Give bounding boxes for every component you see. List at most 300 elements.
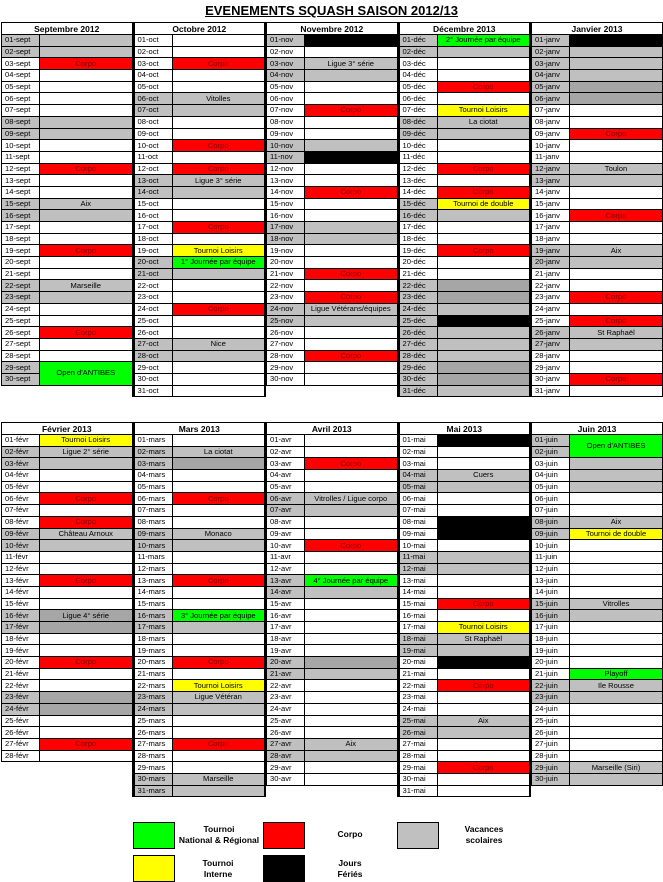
event-cell	[570, 338, 663, 350]
table-row	[2, 163, 663, 175]
day-cell: 31-oct	[134, 385, 172, 397]
table-row	[2, 692, 663, 704]
event-cell: Corpo	[172, 493, 265, 505]
day-cell: 16-mars	[134, 610, 172, 622]
table-row	[2, 446, 663, 458]
day-cell: 08-janv	[532, 116, 570, 128]
event-cell	[172, 563, 265, 575]
event-cell: Ligue 4° série	[40, 610, 133, 622]
day-cell: 18-févr	[2, 633, 40, 645]
event-cell: Ligue 2° série	[40, 446, 133, 458]
day-cell: 30-déc	[399, 373, 437, 385]
event-cell	[305, 715, 398, 727]
event-cell	[570, 175, 663, 187]
event-cell: Tournoi Loisirs	[172, 680, 265, 692]
day-cell: 13-déc	[399, 175, 437, 187]
day-cell: 24-mai	[399, 703, 437, 715]
day-cell: 14-sept	[2, 186, 40, 198]
event-cell	[172, 362, 265, 374]
day-cell: 15-déc	[399, 198, 437, 210]
day-cell: 26-févr	[2, 727, 40, 739]
event-cell	[437, 540, 530, 552]
day-cell: 19-juin	[532, 645, 570, 657]
event-cell: Corpo	[437, 81, 530, 93]
event-cell: Aix	[305, 738, 398, 750]
event-cell	[570, 540, 663, 552]
day-cell: 20-sept	[2, 257, 40, 269]
event-cell	[172, 116, 265, 128]
event-cell	[570, 385, 663, 397]
day-cell: 31-mars	[134, 785, 172, 797]
day-cell: 25-janv	[532, 315, 570, 327]
day-cell: 27-nov	[267, 338, 305, 350]
day-cell: 07-févr	[2, 505, 40, 517]
day-cell: 04-mars	[134, 470, 172, 482]
day-cell: 08-mai	[399, 516, 437, 528]
legend-swatch-jours-feries	[263, 855, 305, 882]
day-cell: 11-avr	[267, 551, 305, 563]
event-cell	[172, 268, 265, 280]
day-cell: 27-déc	[399, 338, 437, 350]
event-cell: Corpo	[437, 186, 530, 198]
table-row	[2, 128, 663, 140]
month-header: Janvier 2013	[532, 23, 663, 35]
day-cell: 18-oct	[134, 233, 172, 245]
day-cell: 18-avr	[267, 633, 305, 645]
table-row	[2, 186, 663, 198]
table-row	[2, 551, 663, 563]
day-cell: 19-mars	[134, 645, 172, 657]
day-cell: 21-janv	[532, 268, 570, 280]
day-cell: 21-mars	[134, 668, 172, 680]
day-cell: 22-avr	[267, 680, 305, 692]
table-row	[2, 93, 663, 105]
table-row	[2, 645, 663, 657]
day-cell: 02-janv	[532, 46, 570, 58]
event-cell	[437, 668, 530, 680]
event-cell	[40, 622, 133, 634]
day-cell: 13-avr	[267, 575, 305, 587]
day-cell: 05-oct	[134, 81, 172, 93]
event-cell: Tournoi de double	[437, 198, 530, 210]
day-cell: 17-avr	[267, 622, 305, 634]
day-cell: 04-oct	[134, 70, 172, 82]
day-cell: 20-oct	[134, 257, 172, 269]
day-cell: 12-sept	[2, 163, 40, 175]
event-cell	[172, 350, 265, 362]
event-cell	[305, 280, 398, 292]
event-cell	[570, 303, 663, 315]
legend	[0, 818, 663, 882]
table-row	[2, 140, 663, 152]
day-cell: 20-déc	[399, 257, 437, 269]
table-row	[2, 773, 663, 785]
day-cell: 22-mai	[399, 680, 437, 692]
day-cell: 25-févr	[2, 715, 40, 727]
day-cell: 11-nov	[267, 151, 305, 163]
day-cell: 06-déc	[399, 93, 437, 105]
day-cell: 28-mars	[134, 750, 172, 762]
day-cell: 03-oct	[134, 58, 172, 70]
event-cell	[305, 245, 398, 257]
event-cell: Corpo	[172, 303, 265, 315]
event-cell	[305, 257, 398, 269]
event-cell: Corpo	[40, 493, 133, 505]
event-cell	[570, 186, 663, 198]
event-cell: 1° Journée par équipe	[172, 257, 265, 269]
event-cell: Corpo	[570, 210, 663, 222]
event-cell	[437, 385, 530, 397]
event-cell: Marseille	[40, 280, 133, 292]
day-cell: 05-mars	[134, 481, 172, 493]
day-cell: 03-févr	[2, 458, 40, 470]
event-cell	[570, 586, 663, 598]
day-cell: 27-févr	[2, 738, 40, 750]
table-row	[2, 151, 663, 163]
day-cell: 17-sept	[2, 222, 40, 234]
month-header: Octobre 2012	[134, 23, 265, 35]
event-cell	[40, 105, 133, 117]
event-cell: Tournoi Loisirs	[437, 622, 530, 634]
day-cell: 10-janv	[532, 140, 570, 152]
day-cell: 24-juin	[532, 703, 570, 715]
event-cell	[437, 292, 530, 304]
day-cell: 04-janv	[532, 70, 570, 82]
day-cell: 21-juin	[532, 668, 570, 680]
event-cell: Corpo	[40, 657, 133, 669]
event-cell	[305, 633, 398, 645]
table-row	[2, 338, 663, 350]
table-row	[2, 46, 663, 58]
day-cell: 27-avr	[267, 738, 305, 750]
day-cell: 24-sept	[2, 303, 40, 315]
day-cell: 23-avr	[267, 692, 305, 704]
event-cell	[40, 668, 133, 680]
day-cell: 07-sept	[2, 105, 40, 117]
event-cell	[570, 198, 663, 210]
table-row	[2, 292, 663, 304]
event-cell	[40, 750, 133, 762]
day-cell: 10-mars	[134, 540, 172, 552]
event-cell	[570, 551, 663, 563]
event-cell	[437, 303, 530, 315]
day-cell: 10-nov	[267, 140, 305, 152]
day-cell: 31-mai	[399, 785, 437, 797]
table-row	[2, 362, 663, 374]
event-cell	[437, 268, 530, 280]
day-cell: 25-avr	[267, 715, 305, 727]
event-cell	[40, 151, 133, 163]
day-cell: 01-sept	[2, 35, 40, 47]
day-cell: 11-juin	[532, 551, 570, 563]
table-row	[2, 575, 663, 587]
day-cell: 04-mai	[399, 470, 437, 482]
day-cell: 02-mars	[134, 446, 172, 458]
event-cell: Tournoi de double	[570, 528, 663, 540]
event-cell	[305, 680, 398, 692]
event-cell	[305, 528, 398, 540]
table-row	[2, 680, 663, 692]
event-cell	[172, 315, 265, 327]
day-cell: 15-févr	[2, 598, 40, 610]
event-cell	[437, 516, 530, 539]
day-cell: 29-déc	[399, 362, 437, 374]
legend-swatch-corpo	[263, 822, 305, 849]
event-cell	[40, 586, 133, 598]
day-cell: 07-juin	[532, 505, 570, 517]
event-cell	[305, 362, 398, 374]
table-row	[2, 81, 663, 93]
day-cell: 01-déc	[399, 35, 437, 47]
table-row	[2, 715, 663, 727]
event-cell	[305, 551, 398, 563]
legend-swatch-tournoi-interne	[133, 855, 175, 882]
event-cell	[172, 505, 265, 517]
event-cell: Playoff	[570, 668, 663, 680]
day-cell: 03-juin	[532, 458, 570, 470]
event-cell: Vitrolles	[570, 598, 663, 610]
event-cell	[40, 210, 133, 222]
event-cell: Corpo	[570, 128, 663, 140]
event-cell	[570, 505, 663, 517]
day-cell: 01-mars	[134, 435, 172, 447]
day-cell: 17-déc	[399, 222, 437, 234]
day-cell: 28-oct	[134, 350, 172, 362]
event-cell	[305, 116, 398, 128]
day-cell: 03-avr	[267, 458, 305, 470]
month-header: Juin 2013	[532, 423, 663, 435]
month-header: Décembre 2013	[399, 23, 530, 35]
day-cell: 11-sept	[2, 151, 40, 163]
table-row	[2, 116, 663, 128]
event-cell	[305, 563, 398, 575]
day-cell: 25-nov	[267, 315, 305, 327]
event-cell	[305, 668, 398, 680]
table-row	[2, 481, 663, 493]
day-cell: 22-févr	[2, 680, 40, 692]
day-cell: 26-déc	[399, 327, 437, 339]
event-cell: Corpo	[305, 186, 398, 198]
day-cell: 06-mars	[134, 493, 172, 505]
day-cell: 12-avr	[267, 563, 305, 575]
event-cell: Open d'ANTIBES	[40, 362, 133, 385]
event-cell	[40, 116, 133, 128]
event-cell	[172, 586, 265, 598]
event-cell	[305, 327, 398, 339]
day-cell: 28-janv	[532, 350, 570, 362]
day-cell: 26-juin	[532, 727, 570, 739]
day-cell: 26-janv	[532, 327, 570, 339]
table-row	[2, 528, 663, 540]
day-cell: 26-sept	[2, 327, 40, 339]
table-row	[2, 385, 663, 397]
calendar-table-bottom	[1, 422, 663, 797]
event-cell	[437, 738, 530, 750]
day-cell: 30-janv	[532, 373, 570, 385]
event-cell	[437, 563, 530, 575]
page-title: EVENEMENTS SQUASH SAISON 2012/13	[205, 3, 458, 18]
table-row	[2, 785, 663, 797]
table-row	[2, 586, 663, 598]
event-cell: Aix	[40, 198, 133, 210]
day-cell: 16-avr	[267, 610, 305, 622]
table-row	[2, 598, 663, 610]
event-cell	[40, 257, 133, 269]
day-cell: 14-avr	[267, 586, 305, 598]
day-cell: 29-janv	[532, 362, 570, 374]
day-cell: 22-sept	[2, 280, 40, 292]
table-row	[2, 105, 663, 117]
day-cell: 07-mai	[399, 505, 437, 517]
event-cell	[40, 350, 133, 362]
day-cell: 21-déc	[399, 268, 437, 280]
event-cell	[172, 327, 265, 339]
day-cell: 28-févr	[2, 750, 40, 762]
day-cell: 28-mai	[399, 750, 437, 762]
day-cell: 03-déc	[399, 58, 437, 70]
day-cell: 02-déc	[399, 46, 437, 58]
event-cell	[305, 750, 398, 762]
day-cell: 01-avr	[267, 435, 305, 447]
table-row	[2, 222, 663, 234]
day-cell: 08-oct	[134, 116, 172, 128]
table-row	[2, 350, 663, 362]
table-row	[2, 458, 663, 470]
event-cell	[305, 373, 398, 385]
day-cell: 24-janv	[532, 303, 570, 315]
month-header: Février 2013	[2, 423, 133, 435]
event-cell	[40, 598, 133, 610]
event-cell	[305, 773, 398, 785]
event-cell: Corpo	[40, 163, 133, 175]
event-cell	[570, 645, 663, 657]
table-row	[2, 175, 663, 187]
day-cell: 09-nov	[267, 128, 305, 140]
day-cell: 16-oct	[134, 210, 172, 222]
table-row	[2, 35, 663, 47]
event-cell	[570, 81, 663, 93]
day-cell: 28-déc	[399, 350, 437, 362]
event-cell	[40, 470, 133, 482]
event-cell	[570, 58, 663, 70]
day-cell: 27-sept	[2, 338, 40, 350]
day-cell: 09-oct	[134, 128, 172, 140]
event-cell	[437, 458, 530, 470]
day-cell: 19-oct	[134, 245, 172, 257]
event-cell	[437, 586, 530, 598]
event-cell: Corpo	[172, 738, 265, 750]
event-cell	[40, 46, 133, 58]
day-cell: 14-nov	[267, 186, 305, 198]
event-cell	[437, 435, 530, 447]
day-cell: 15-nov	[267, 198, 305, 210]
day-cell: 19-janv	[532, 245, 570, 257]
event-cell: Corpo	[40, 327, 133, 339]
event-cell: Corpo	[172, 657, 265, 669]
day-cell: 30-mars	[134, 773, 172, 785]
day-cell: 12-janv	[532, 163, 570, 175]
day-cell: 21-févr	[2, 668, 40, 680]
day-cell: 24-oct	[134, 303, 172, 315]
day-cell: 13-févr	[2, 575, 40, 587]
month-header: Avril 2013	[267, 423, 398, 435]
event-cell: Open d'ANTIBES	[570, 435, 663, 458]
event-cell: 4° Journée par équipe	[305, 575, 398, 587]
day-cell: 14-févr	[2, 586, 40, 598]
event-cell	[570, 46, 663, 58]
day-cell: 06-sept	[2, 93, 40, 105]
day-cell: 21-mai	[399, 668, 437, 680]
table-row	[2, 727, 663, 739]
day-cell: 23-mai	[399, 692, 437, 704]
event-cell: Ligue 3° série	[305, 58, 398, 70]
event-cell: Tournoi Loisirs	[40, 435, 133, 447]
day-cell: 18-sept	[2, 233, 40, 245]
event-cell: Corpo	[437, 680, 530, 692]
day-cell: 06-févr	[2, 493, 40, 505]
day-cell: 16-déc	[399, 210, 437, 222]
event-cell	[437, 785, 530, 797]
event-cell: St Raphaël	[570, 327, 663, 339]
day-cell: 16-nov	[267, 210, 305, 222]
event-cell	[172, 186, 265, 198]
day-cell: 23-sept	[2, 292, 40, 304]
day-cell: 05-déc	[399, 81, 437, 93]
event-cell: Corpo	[570, 292, 663, 304]
event-cell	[570, 70, 663, 82]
month-header: Novembre 2012	[267, 23, 398, 35]
day-cell: 16-mai	[399, 610, 437, 622]
day-cell: 30-avr	[267, 773, 305, 785]
day-cell: 27-janv	[532, 338, 570, 350]
day-cell: 20-mai	[399, 657, 437, 669]
event-cell	[305, 46, 398, 58]
event-cell	[172, 210, 265, 222]
event-cell	[570, 458, 663, 470]
event-cell	[570, 268, 663, 280]
event-cell: Corpo	[305, 458, 398, 470]
event-cell: Toulon	[570, 163, 663, 175]
day-cell: 18-mai	[399, 633, 437, 645]
day-cell: 04-déc	[399, 70, 437, 82]
table-row	[2, 257, 663, 269]
event-cell	[570, 692, 663, 704]
day-cell: 14-oct	[134, 186, 172, 198]
day-cell: 12-nov	[267, 163, 305, 175]
event-cell	[570, 610, 663, 622]
day-cell: 05-avr	[267, 481, 305, 493]
day-cell: 14-janv	[532, 186, 570, 198]
day-cell: 08-nov	[267, 116, 305, 128]
legend-swatch-tournoi-national	[133, 822, 175, 849]
event-cell	[570, 35, 663, 47]
event-cell	[172, 46, 265, 58]
day-cell: 13-mai	[399, 575, 437, 587]
event-cell: Ligue 3° série	[172, 175, 265, 187]
day-cell: 19-févr	[2, 645, 40, 657]
day-cell: 19-mai	[399, 645, 437, 657]
event-cell: Corpo	[570, 373, 663, 385]
event-cell	[437, 350, 530, 362]
event-cell	[172, 668, 265, 680]
event-cell	[172, 435, 265, 447]
table-row	[2, 750, 663, 762]
event-cell	[437, 750, 530, 762]
event-cell	[172, 762, 265, 774]
event-cell	[305, 446, 398, 458]
day-cell: 27-oct	[134, 338, 172, 350]
day-cell: 12-févr	[2, 563, 40, 575]
